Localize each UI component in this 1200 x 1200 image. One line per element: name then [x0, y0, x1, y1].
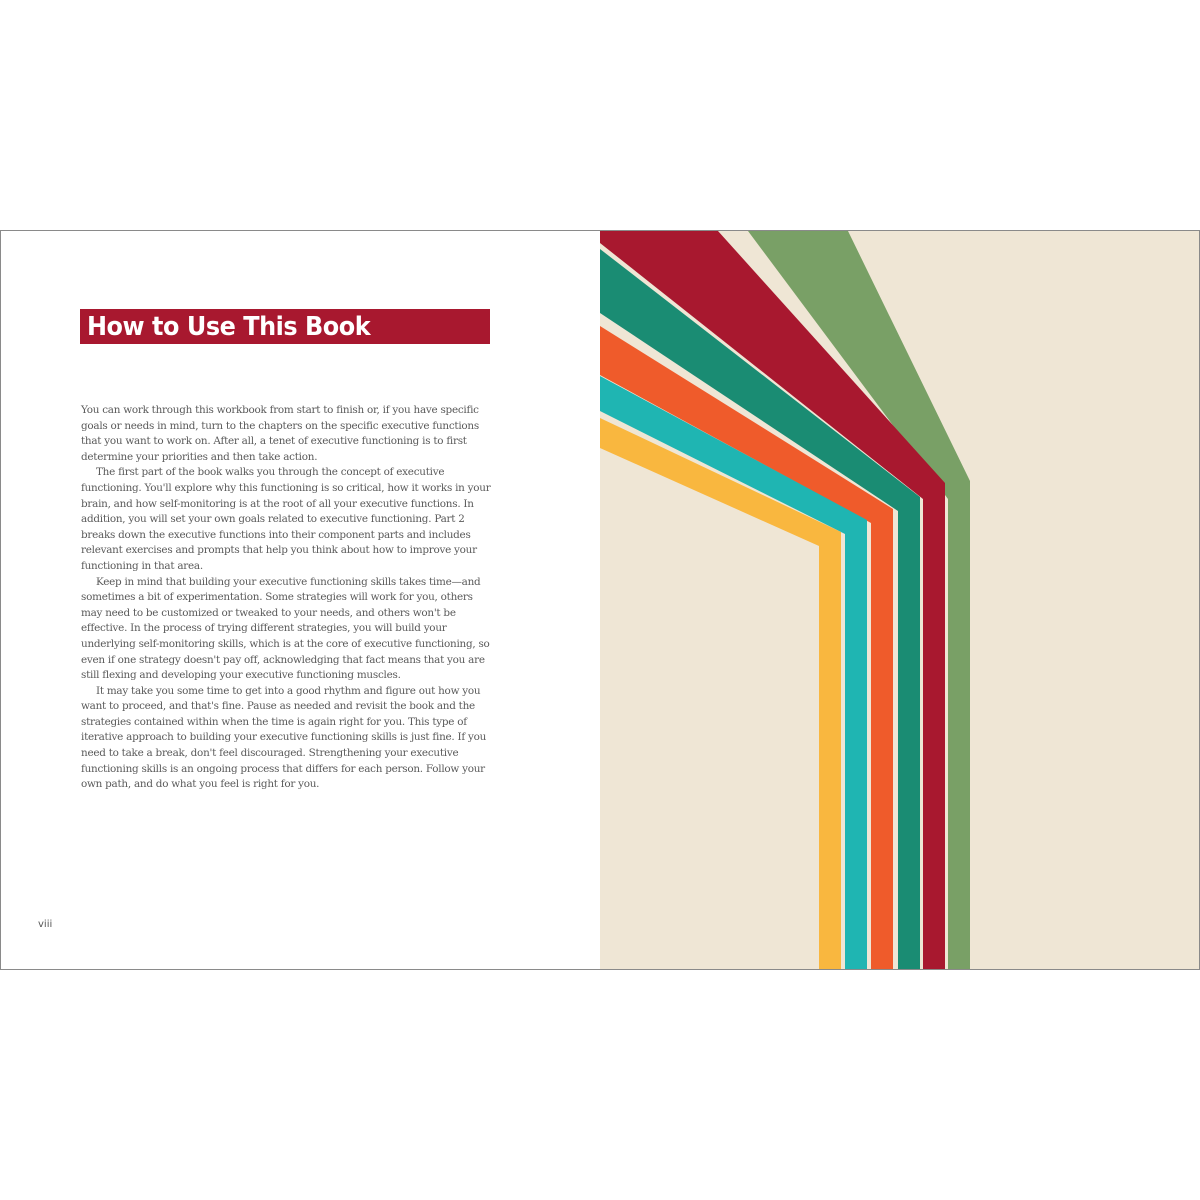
paragraph-3: Keep in mind that building your executive functioning skills takes time—and sometimes a bit of experimentation. Some strategies will work for you, others may need to be customized or tweaked to your needs, and others won't be effective. In the process of trying different strategies, you will build your underlying self-monitoring skills, which is at the core of executive functioning, so even if one strategy doesn't pay off, acknowledging that fact means that you are still flexing and developing your executive functioning muscles.	[81, 575, 490, 682]
paragraph-4: It may take you some time to get into a good rhythm and figure out how you want to proceed, and that's fine. Pause as needed and revisit the book and the strategies contained within when the time is again right for you. This type of iterative approach to building your executive functioning skills is just fine. If you need to take a break, don't feel discouraged. Strengthening your executive functioning skills is an ongoing process that differs for each person. Follow your own path, and do what you feel is right for you.	[81, 684, 487, 791]
rainbow-stripes-graphic	[600, 231, 1199, 969]
page-heading: How to Use This Book	[87, 311, 371, 342]
paragraph-2: The first part of the book walks you through the concept of executive functioning. You'll explore why this functioning is so critical, how it works in your brain, and how self-monitoring is at the root of all your executive functions. In addition, you will set your own goals related to executive functioning. Part 2 breaks down the executive functions into their component parts and includes relevant exercises and prompts that help you think about how to improve your functioning in that area.	[81, 466, 491, 572]
heading-bar	[80, 309, 490, 344]
body-text	[81, 403, 493, 793]
page-number: viii	[38, 919, 53, 930]
left-page	[1, 231, 600, 969]
paragraph-1: You can work through this workbook from start to finish or, if you have specific goals or needs in mind, turn to the chapters on the specific executive functions that you want to work on. After all, a tenet of executive functioning is to first determine your priorities and then take action.	[81, 404, 479, 463]
right-page-illustration	[600, 231, 1199, 969]
book-spread	[0, 230, 1200, 970]
